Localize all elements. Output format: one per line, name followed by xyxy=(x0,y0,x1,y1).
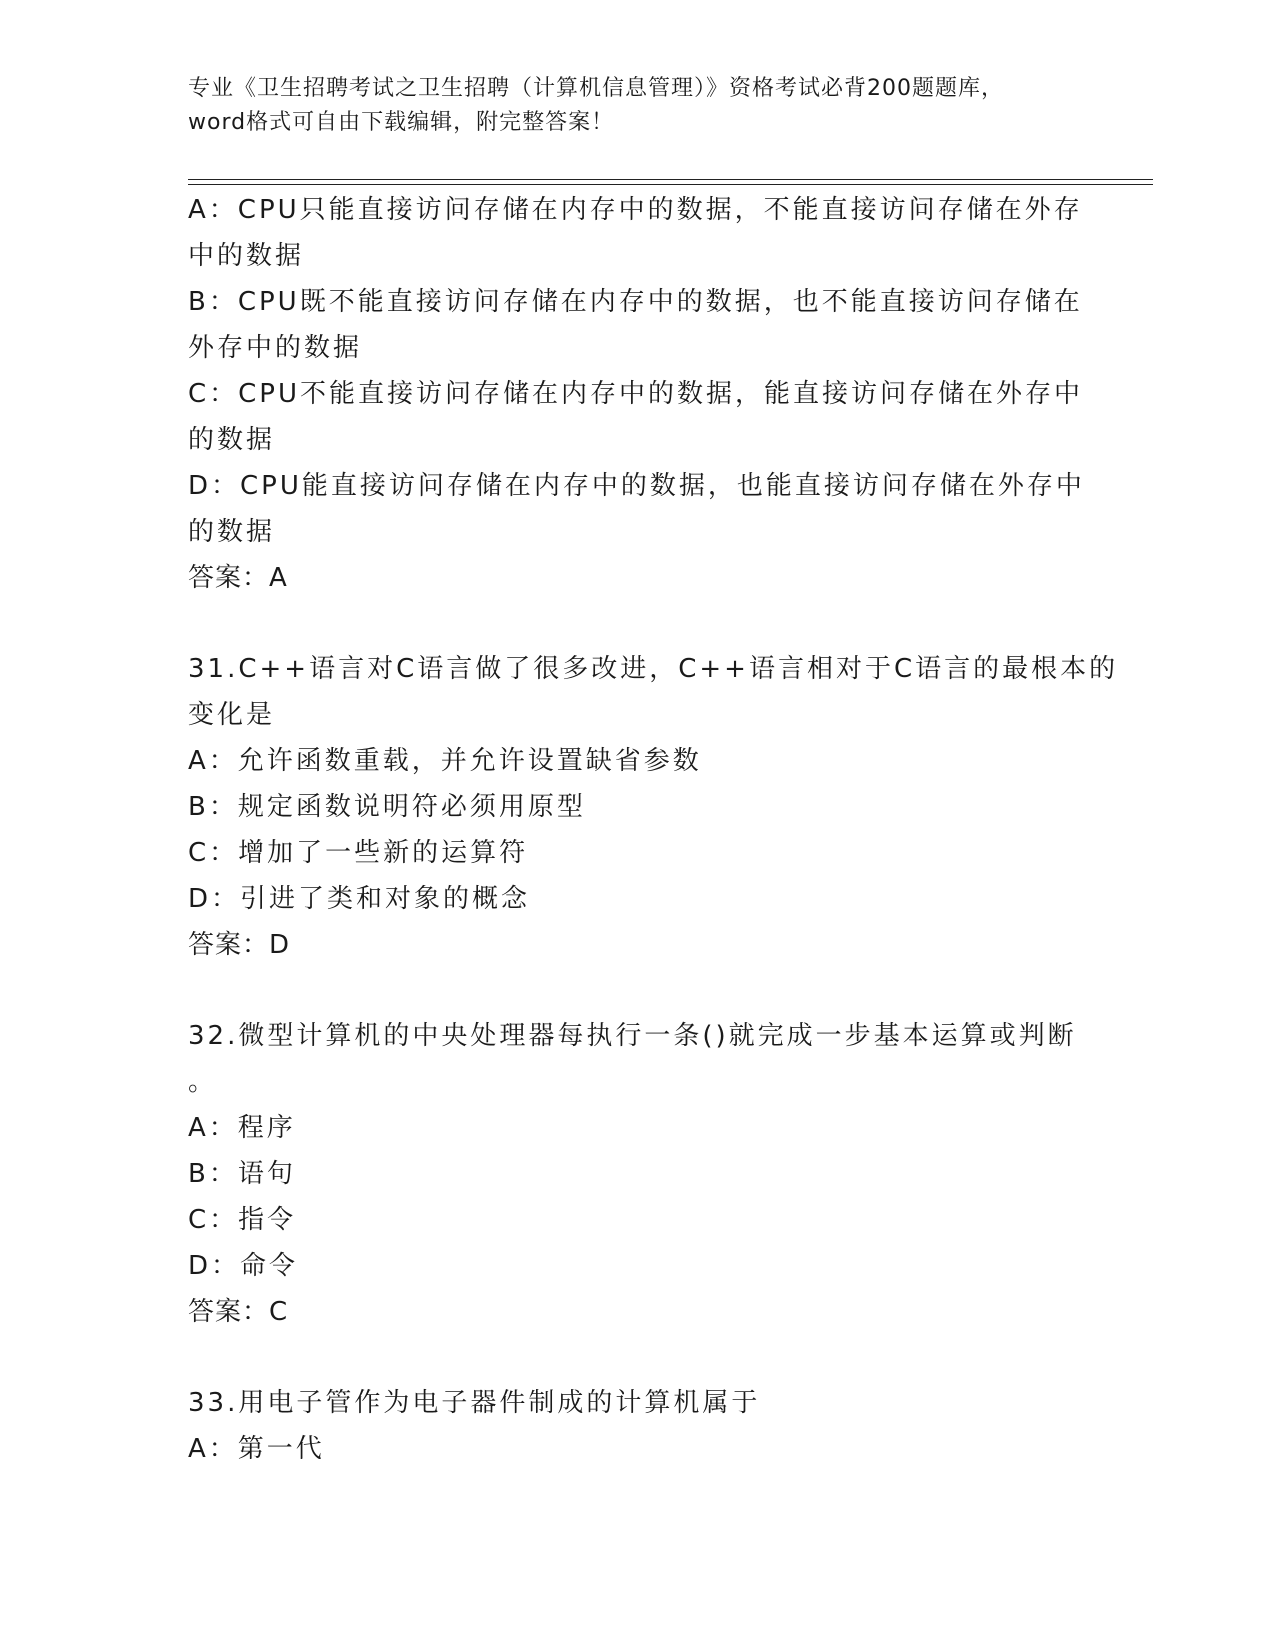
option-text: B：规定函数说明符必须用原型 xyxy=(188,792,586,822)
header-divider-bottom xyxy=(188,184,1153,185)
option-text: C：指令 xyxy=(188,1205,297,1235)
option-text: D：CPU能直接访问存储在内存中的数据，也能直接访问存储在外存中 xyxy=(188,471,1085,501)
question-list xyxy=(188,187,1119,1472)
option-text: 外存中的数据 xyxy=(188,333,363,363)
option-text: A：第一代 xyxy=(188,1434,325,1464)
answer-label: 答案：C xyxy=(188,1297,289,1327)
question-text: 33.用电子管作为电子器件制成的计算机属于 xyxy=(188,1388,761,1418)
question-block xyxy=(188,1380,1088,1472)
option-text: A：允许函数重载，并允许设置缺省参数 xyxy=(188,746,702,776)
answer-label: 答案：D xyxy=(188,930,291,960)
option-text: A：CPU只能直接访问存储在内存中的数据，不能直接访问存储在外存 xyxy=(188,195,1083,225)
option-text: D：命令 xyxy=(188,1251,299,1281)
question-block xyxy=(188,646,1119,968)
question-block xyxy=(188,187,1088,601)
option-text: C：CPU不能直接访问存储在内存中的数据，能直接访问存储在外存中 xyxy=(188,379,1084,409)
option-text: D：引进了类和对象的概念 xyxy=(188,884,531,914)
option-text: 的数据 xyxy=(188,517,276,547)
header-divider-top xyxy=(188,179,1153,180)
answer-label: 答案：A xyxy=(188,563,288,593)
question-text: 。 xyxy=(188,1067,218,1097)
option-text: B：CPU既不能直接访问存储在内存中的数据，也不能直接访问存储在 xyxy=(188,287,1083,317)
option-text: 的数据 xyxy=(188,425,276,455)
header-line-1: 专业《卫生招聘考试之卫生招聘（计算机信息管理）》资格考试必背200题题库， xyxy=(188,76,1004,101)
document-header xyxy=(188,72,1088,140)
question-text: 32.微型计算机的中央处理器每执行一条()就完成一步基本运算或判断 xyxy=(188,1021,1077,1051)
header-line-2: word格式可自由下载编辑，附完整答案！ xyxy=(188,110,615,135)
block-spacer xyxy=(188,601,1088,646)
option-text: A：程序 xyxy=(188,1113,296,1143)
question-block xyxy=(188,1013,1088,1335)
question-text: 变化是 xyxy=(188,700,276,730)
question-text: 31.C++语言对C语言做了很多改进，C++语言相对于C语言的最根本的 xyxy=(188,654,1119,684)
block-spacer xyxy=(188,1335,1088,1380)
option-text: B：语句 xyxy=(188,1159,296,1189)
option-text: 中的数据 xyxy=(188,241,305,271)
block-spacer xyxy=(188,968,1088,1013)
option-text: C：增加了一些新的运算符 xyxy=(188,838,529,868)
